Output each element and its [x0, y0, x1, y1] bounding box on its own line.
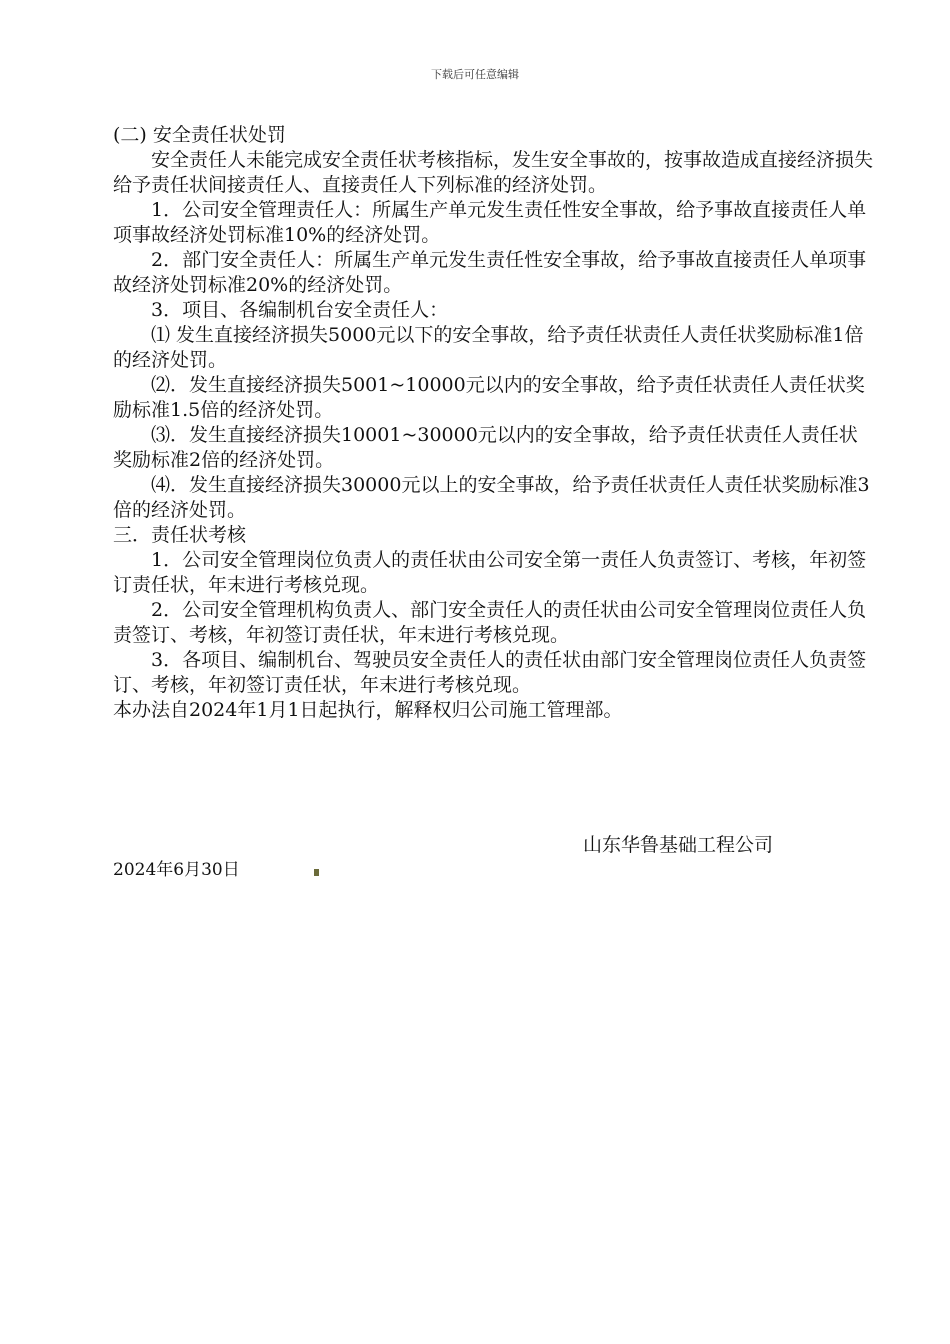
- paragraph-penalty-intro: 安全责任人未能完成安全责任状考核指标，发生安全事故的，按事故造成直接经济损失给予责任状间接责任人、直接责任人下列标准的经济处罚。: [113, 149, 874, 196]
- paragraph-subitem-1: ⑴ 发生直接经济损失5000元以下的安全事故，给予责任状责任人责任状奖励标准1倍的经济处罚。: [113, 324, 864, 371]
- paragraph-item-3: 3．项目、各编制机台安全责任人：: [151, 299, 449, 321]
- company-signature: 山东华鲁基础工程公司: [583, 834, 774, 856]
- paragraph-assessment-3: 3．各项目、编制机台、驾驶员安全责任人的责任状由部门安全管理岗位责任人负责签订、考核，年初签订责任状，年末进行考核兑现。: [113, 649, 867, 696]
- small-mark-icon: [314, 869, 319, 876]
- paragraph-effective-date: 本办法自2024年1月1日起执行，解释权归公司施工管理部。: [113, 699, 623, 721]
- paragraph-assessment-2: 2．公司安全管理机构负责人、部门安全责任人的责任状由公司安全管理岗位责任人负责签订、考核，年初签订责任状，年末进行考核兑现。: [113, 599, 867, 646]
- section-heading-penalty: (二) 安全责任状处罚: [113, 124, 286, 146]
- paragraph-subitem-2: ⑵．发生直接经济损失5001~10000元以内的安全事故，给予责任状责任人责任状奖励标准1.5倍的经济处罚。: [113, 374, 865, 421]
- paragraph-subitem-3: ⑶．发生直接经济损失10001~30000元以内的安全事故，给予责任状责任人责任状奖励标准2倍的经济处罚。: [113, 424, 858, 471]
- paragraph-item-1: 1．公司安全管理责任人：所属生产单元发生责任性安全事故，给予事故直接责任人单项事故经济处罚标准10%的经济处罚。: [113, 199, 867, 246]
- paragraph-assessment-1: 1．公司安全管理岗位负责人的责任状由公司安全第一责任人负责签订、考核，年初签订责任状，年末进行考核兑现。: [113, 549, 867, 596]
- section-heading-assessment: 三．责任状考核: [113, 524, 247, 546]
- paragraph-item-2: 2．部门安全责任人：所属生产单元发生责任性安全事故，给予事故直接责任人单项事故经济处罚标准20%的经济处罚。: [113, 249, 867, 296]
- page-header-note: 下载后可任意编辑: [431, 68, 519, 81]
- paragraph-subitem-4: ⑷．发生直接经济损失30000元以上的安全事故，给予责任状责任人责任状奖励标准3倍的经济处罚。: [113, 474, 870, 521]
- document-date: 2024年6月30日: [113, 860, 240, 880]
- document-body: [113, 123, 873, 723]
